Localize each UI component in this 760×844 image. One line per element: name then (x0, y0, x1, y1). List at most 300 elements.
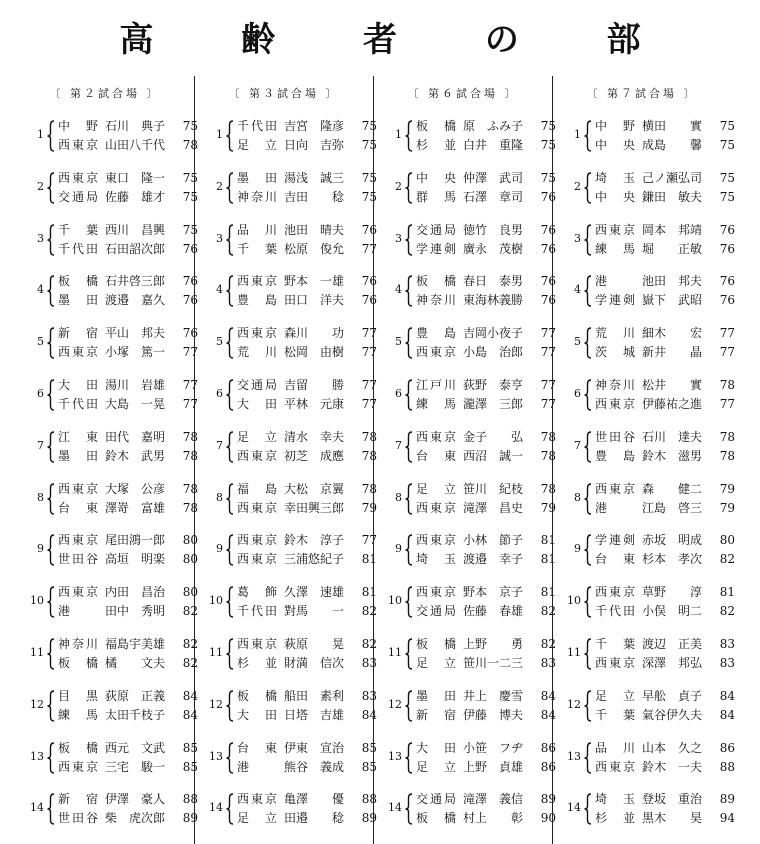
competitor-age: 81 (540, 533, 556, 548)
match-number: 2 (574, 179, 581, 193)
competitor-row (58, 551, 198, 567)
competitor-prefecture: 西東京 (58, 533, 98, 548)
court-column (194, 76, 377, 844)
competitor-prefecture: 足 立 (595, 688, 635, 703)
competitor-row (237, 170, 377, 186)
bracket-brace-icon (47, 483, 55, 515)
competitor-name: 内田 昌治 (105, 585, 166, 600)
bracket-brace-icon (405, 534, 413, 566)
competitor-row (237, 532, 377, 548)
competitor-row (416, 791, 556, 807)
competitor-age: 81 (540, 552, 556, 567)
competitor-prefecture: 新 宿 (416, 707, 456, 722)
match-entry (553, 271, 735, 311)
competitor-row (416, 448, 556, 464)
match-number: 2 (395, 179, 402, 193)
competitor-prefecture: 板 橋 (58, 740, 98, 755)
court-column (552, 76, 735, 844)
competitor-prefecture: 大 田 (58, 378, 98, 392)
match-entry (195, 168, 377, 208)
competitor-age: 77 (719, 326, 735, 341)
competitor-age: 77 (540, 345, 556, 360)
competitor-name: 佐藤 春雄 (463, 604, 524, 619)
competitor-age: 79 (540, 500, 556, 515)
competitor-prefecture: 西東京 (416, 429, 456, 444)
match-number: 4 (395, 283, 402, 297)
competitor-age: 82 (182, 637, 198, 651)
match-entry (553, 116, 735, 156)
competitor-name: 西川 昌興 (105, 222, 166, 237)
competitor-prefecture: 台 東 (595, 552, 635, 567)
competitor-age: 84 (719, 688, 735, 703)
competitor-name: 登坂 重治 (642, 792, 703, 807)
competitor-prefecture: 西東京 (595, 481, 635, 496)
competitor-prefecture: 西東京 (237, 792, 277, 807)
competitor-row (416, 429, 556, 445)
competitor-row (58, 118, 198, 134)
competitor-prefecture: 西東京 (237, 274, 277, 289)
competitor-prefecture: 板 橋 (416, 637, 456, 651)
match-number: 10 (209, 594, 223, 608)
competitor-name: 杉本 孝次 (642, 552, 703, 567)
match-number: 5 (395, 335, 402, 349)
bracket-brace-icon (405, 431, 413, 463)
bracket-brace-icon (226, 793, 234, 825)
competitor-name: 船田 素利 (284, 688, 345, 703)
competitor-name: 黒木 昊 (642, 811, 703, 826)
competitor-prefecture: 港 (595, 274, 608, 289)
court-header: 〔 第６試合場 〕 (407, 87, 519, 100)
competitor-row (237, 636, 377, 652)
competitor-row (595, 344, 735, 360)
match-entry (16, 634, 198, 674)
competitor-name: 伊藤 博夫 (463, 707, 524, 722)
competitor-age: 78 (361, 448, 377, 463)
competitor-age: 75 (719, 138, 735, 152)
competitor-row (416, 325, 556, 341)
competitor-row (595, 551, 735, 567)
match-number: 14 (567, 801, 581, 815)
competitor-row (58, 636, 198, 652)
match-number: 6 (216, 387, 223, 400)
competitor-name: 西元 文武 (105, 740, 166, 755)
bracket-brace-icon (47, 327, 55, 359)
court-header: 〔 第２試合場 〕 (49, 87, 161, 100)
match-number: 5 (37, 335, 44, 349)
competitor-name: 山本 久之 (642, 740, 703, 755)
competitor-prefecture: 神奈川 (595, 378, 635, 392)
competitor-row (416, 740, 556, 756)
competitor-row (595, 707, 735, 723)
competitor-row (416, 707, 556, 723)
bracket-brace-icon (226, 120, 234, 152)
match-entry (553, 427, 735, 467)
competitor-age: 76 (540, 274, 556, 289)
competitor-name: 笹川一二三 (463, 656, 524, 670)
competitor-name: 澤嵜 富雄 (105, 500, 166, 515)
competitor-age: 83 (719, 637, 735, 651)
competitor-name: 萩原 晃 (284, 637, 345, 651)
competitor-name: 石川 典子 (105, 119, 166, 133)
court-column (373, 76, 556, 844)
competitor-age: 75 (182, 170, 198, 185)
competitor-name: 田邉 稔 (284, 811, 345, 826)
bracket-brace-icon (226, 275, 234, 307)
competitor-name: 徳竹 良男 (463, 222, 524, 237)
competitor-row (595, 603, 735, 619)
bracket-brace-icon (405, 327, 413, 359)
bracket-brace-icon (226, 327, 234, 359)
competitor-row (58, 759, 198, 775)
competitor-age: 75 (540, 119, 556, 133)
match-number: 10 (388, 594, 402, 608)
competitor-age: 76 (361, 222, 377, 237)
competitor-age: 81 (719, 585, 735, 600)
match-entry (16, 168, 198, 208)
match-entry (16, 323, 198, 363)
competitor-row (595, 170, 735, 186)
competitor-row (237, 791, 377, 807)
competitor-name: 石田詔次郎 (105, 241, 166, 256)
competitor-prefecture: 品 川 (237, 222, 277, 237)
match-entry (195, 323, 377, 363)
competitor-age: 88 (719, 759, 735, 774)
competitor-row (595, 325, 735, 341)
competitor-name: 草野 淳 (642, 585, 703, 600)
competitor-row (595, 222, 735, 238)
competitor-age: 80 (182, 585, 198, 600)
competitor-prefecture: 墨 田 (416, 688, 456, 703)
competitor-name: 久澤 速雄 (284, 585, 345, 600)
competitor-age: 85 (182, 740, 198, 755)
competitor-age: 82 (182, 656, 198, 670)
tournament-columns (16, 76, 760, 844)
competitor-row (237, 273, 377, 289)
competitor-name: 松原 俊允 (284, 241, 345, 256)
competitor-age: 83 (540, 656, 556, 670)
competitor-name: 東海林義勝 (463, 293, 524, 308)
competitor-prefecture: 板 橋 (416, 274, 456, 289)
competitor-name: 池田 晴夫 (284, 222, 345, 237)
match-entry (374, 789, 556, 829)
match-number: 8 (216, 490, 223, 504)
competitor-prefecture: 板 橋 (58, 656, 98, 670)
competitor-name: 橘 文夫 (105, 656, 166, 670)
match-entry (553, 582, 735, 622)
competitor-age: 82 (182, 604, 198, 619)
match-entry (195, 427, 377, 467)
competitor-name: 渡邉 嘉久 (105, 293, 166, 308)
competitor-prefecture: 港 (595, 500, 608, 515)
match-number: 10 (30, 594, 44, 608)
competitor-name: 己ノ瀬弘司 (642, 170, 703, 185)
competitor-age: 77 (361, 345, 377, 360)
competitor-age: 75 (719, 170, 735, 185)
competitor-prefecture: 千 葉 (595, 637, 635, 651)
competitor-row (595, 241, 735, 257)
competitor-row (416, 396, 556, 412)
competitor-name: 小俣 明二 (642, 604, 703, 619)
competitor-name: 早舩 貞子 (642, 688, 703, 703)
competitor-name: 對馬 一 (284, 604, 345, 619)
competitor-row (416, 170, 556, 186)
competitor-prefecture: 交通局 (416, 222, 456, 237)
competitor-prefecture: 港 (58, 604, 71, 619)
competitor-age: 88 (182, 792, 198, 807)
competitor-name: 井上 慶雪 (463, 688, 524, 703)
bracket-brace-icon (47, 742, 55, 774)
competitor-age: 89 (719, 792, 735, 807)
competitor-age: 79 (361, 500, 377, 515)
match-entry (16, 220, 198, 260)
competitor-row (58, 137, 198, 153)
competitor-row (595, 791, 735, 807)
competitor-row (58, 707, 198, 723)
match-entry (374, 116, 556, 156)
competitor-prefecture: 墨 田 (237, 170, 277, 185)
match-number: 4 (574, 283, 581, 297)
competitor-age: 78 (182, 138, 198, 152)
match-entry (195, 116, 377, 156)
competitor-age: 77 (540, 397, 556, 411)
competitor-prefecture: 西東京 (416, 500, 456, 515)
competitor-row (595, 273, 735, 289)
match-number: 14 (388, 801, 402, 815)
competitor-name: 池田 邦夫 (642, 274, 703, 289)
competitor-prefecture: 港 (237, 759, 250, 774)
bracket-brace-icon (226, 431, 234, 463)
competitor-row (416, 655, 556, 671)
competitor-prefecture: 西東京 (58, 759, 98, 774)
competitor-prefecture: 交通局 (416, 604, 456, 619)
competitor-name: 仲澤 武司 (463, 170, 524, 185)
competitor-age: 77 (182, 345, 198, 360)
competitor-name: 福島宇美雄 (105, 637, 166, 651)
page-title: 高 齢 者 の 部 (119, 20, 679, 60)
match-entry (374, 634, 556, 674)
competitor-name: 赤坂 明成 (642, 533, 703, 548)
bracket-brace-icon (405, 586, 413, 618)
competitor-age: 78 (540, 429, 556, 444)
competitor-age: 85 (361, 740, 377, 755)
match-number: 13 (388, 749, 402, 763)
competitor-name: 村上 彰 (463, 811, 524, 826)
competitor-name: 横田 實 (642, 119, 703, 133)
competitor-row (595, 636, 735, 652)
competitor-prefecture: 西東京 (58, 170, 98, 185)
competitor-row (416, 344, 556, 360)
competitor-age: 86 (540, 740, 556, 755)
competitor-name: 小林 節子 (463, 533, 524, 548)
competitor-prefecture: 西東京 (237, 500, 277, 515)
competitor-prefecture: 足 立 (416, 481, 456, 496)
competitor-age: 76 (719, 274, 735, 289)
competitor-prefecture: 埼 玉 (595, 170, 635, 185)
competitor-prefecture: 千 葉 (237, 241, 277, 256)
bracket-brace-icon (405, 483, 413, 515)
competitor-row (58, 325, 198, 341)
competitor-prefecture: 神奈川 (237, 189, 277, 204)
competitor-prefecture: 中 野 (595, 119, 635, 133)
competitor-age: 77 (361, 378, 377, 392)
bracket-brace-icon (584, 172, 592, 204)
competitor-age: 75 (361, 170, 377, 185)
competitor-name: 幸田興三郎 (284, 500, 345, 515)
competitor-prefecture: 台 東 (58, 500, 98, 515)
competitor-age: 75 (540, 170, 556, 185)
competitor-age: 84 (540, 688, 556, 703)
competitor-age: 89 (361, 811, 377, 826)
competitor-name: 石川 達夫 (642, 429, 703, 444)
competitor-age: 84 (182, 707, 198, 722)
match-number: 9 (574, 542, 581, 556)
competitor-row (58, 344, 198, 360)
match-entry (374, 168, 556, 208)
competitor-prefecture: 豊 島 (416, 326, 456, 341)
match-entry (553, 220, 735, 260)
competitor-prefecture: 学連剣 (595, 293, 635, 308)
competitor-name: 鈴木 一夫 (642, 759, 703, 774)
competitor-row (416, 481, 556, 497)
bracket-brace-icon (405, 379, 413, 411)
competitor-row (237, 241, 377, 257)
competitor-row (237, 448, 377, 464)
competitor-name: 三宅 駿一 (105, 759, 166, 774)
competitor-prefecture: 千 葉 (595, 707, 635, 722)
bracket-brace-icon (47, 120, 55, 152)
competitor-prefecture: 埼 玉 (595, 792, 635, 807)
competitor-prefecture: 大 田 (237, 397, 277, 411)
competitor-row (237, 292, 377, 308)
court-header: 〔 第７試合場 〕 (586, 87, 698, 100)
competitor-row (58, 448, 198, 464)
competitor-prefecture: 茨 城 (595, 345, 635, 360)
competitor-row (416, 137, 556, 153)
match-entry (195, 375, 377, 415)
competitor-age: 82 (540, 604, 556, 619)
competitor-row (237, 481, 377, 497)
bracket-brace-icon (226, 172, 234, 204)
competitor-name: 新井 晶 (642, 345, 703, 360)
competitor-row (237, 325, 377, 341)
competitor-age: 84 (540, 707, 556, 722)
competitor-row (416, 118, 556, 134)
bracket-brace-icon (47, 224, 55, 256)
competitor-prefecture: 西東京 (237, 637, 277, 651)
competitor-age: 76 (361, 274, 377, 289)
competitor-prefecture: 目 黒 (58, 688, 98, 703)
match-entry (195, 479, 377, 519)
competitor-age: 78 (361, 481, 377, 496)
competitor-prefecture: 西東京 (595, 222, 635, 237)
match-entry (374, 686, 556, 726)
competitor-row (58, 429, 198, 445)
match-number: 1 (574, 128, 581, 141)
competitor-row (416, 688, 556, 704)
competitor-row (237, 222, 377, 238)
competitor-age: 78 (182, 448, 198, 463)
bracket-brace-icon (226, 534, 234, 566)
match-entry (374, 530, 556, 570)
bracket-brace-icon (226, 483, 234, 515)
competitor-name: 石澤 章司 (463, 189, 524, 204)
competitor-row (58, 396, 198, 412)
competitor-name: 松岡 由樹 (284, 345, 345, 360)
competitor-row (595, 429, 735, 445)
bracket-brace-icon (584, 586, 592, 618)
competitor-row (58, 603, 198, 619)
competitor-row (237, 118, 377, 134)
competitor-age: 78 (719, 448, 735, 463)
bracket-brace-icon (584, 379, 592, 411)
competitor-name: 伊藤祐之進 (642, 397, 703, 411)
competitor-name: 吉宮 隆彦 (284, 119, 345, 133)
competitor-name: 上野 貞雄 (463, 759, 524, 774)
competitor-name: 成島 馨 (642, 138, 703, 152)
bracket-brace-icon (405, 690, 413, 722)
competitor-name: 岡本 邦靖 (642, 222, 703, 237)
competitor-row (595, 584, 735, 600)
match-number: 4 (37, 283, 44, 297)
competitor-name: 渡邉 幸子 (463, 552, 524, 567)
competitor-row (595, 292, 735, 308)
bracket-brace-icon (47, 638, 55, 670)
match-number: 1 (216, 128, 223, 141)
match-entry (374, 375, 556, 415)
bracket-brace-icon (226, 586, 234, 618)
bracket-brace-icon (47, 793, 55, 825)
competitor-name: 清水 幸夫 (284, 429, 345, 444)
competitor-row (58, 655, 198, 671)
bracket-brace-icon (226, 742, 234, 774)
match-entry (195, 530, 377, 570)
competitor-name: 原 ふみ子 (463, 119, 524, 133)
competitor-prefecture: 学連剣 (416, 241, 456, 256)
competitor-prefecture: 群 馬 (416, 189, 456, 204)
competitor-prefecture: 大 田 (416, 740, 456, 755)
competitor-name: 石井啓三郎 (105, 274, 166, 289)
competitor-age: 80 (719, 533, 735, 548)
competitor-prefecture: 埼 玉 (416, 552, 456, 567)
match-number: 2 (216, 179, 223, 193)
competitor-age: 75 (361, 189, 377, 204)
competitor-row (595, 655, 735, 671)
competitor-row (595, 688, 735, 704)
match-number: 14 (209, 801, 223, 815)
competitor-age: 81 (361, 585, 377, 600)
bracket-brace-icon (226, 379, 234, 411)
competitor-row (58, 532, 198, 548)
bracket-brace-icon (584, 534, 592, 566)
competitor-name: 松井 實 (642, 378, 703, 392)
bracket-brace-icon (47, 586, 55, 618)
bracket-brace-icon (405, 275, 413, 307)
competitor-age: 75 (361, 138, 377, 152)
competitor-row (58, 292, 198, 308)
match-number: 2 (37, 179, 44, 193)
match-number: 1 (395, 128, 402, 141)
competitor-row (237, 429, 377, 445)
match-entry (374, 323, 556, 363)
competitor-row (237, 810, 377, 826)
competitor-prefecture: 足 立 (237, 811, 277, 826)
competitor-name: 吉岡小夜子 (463, 326, 524, 341)
bracket-brace-icon (584, 638, 592, 670)
competitor-age: 77 (540, 326, 556, 341)
competitor-row (58, 481, 198, 497)
match-number: 4 (216, 283, 223, 297)
competitor-name: 平林 元康 (284, 397, 345, 411)
